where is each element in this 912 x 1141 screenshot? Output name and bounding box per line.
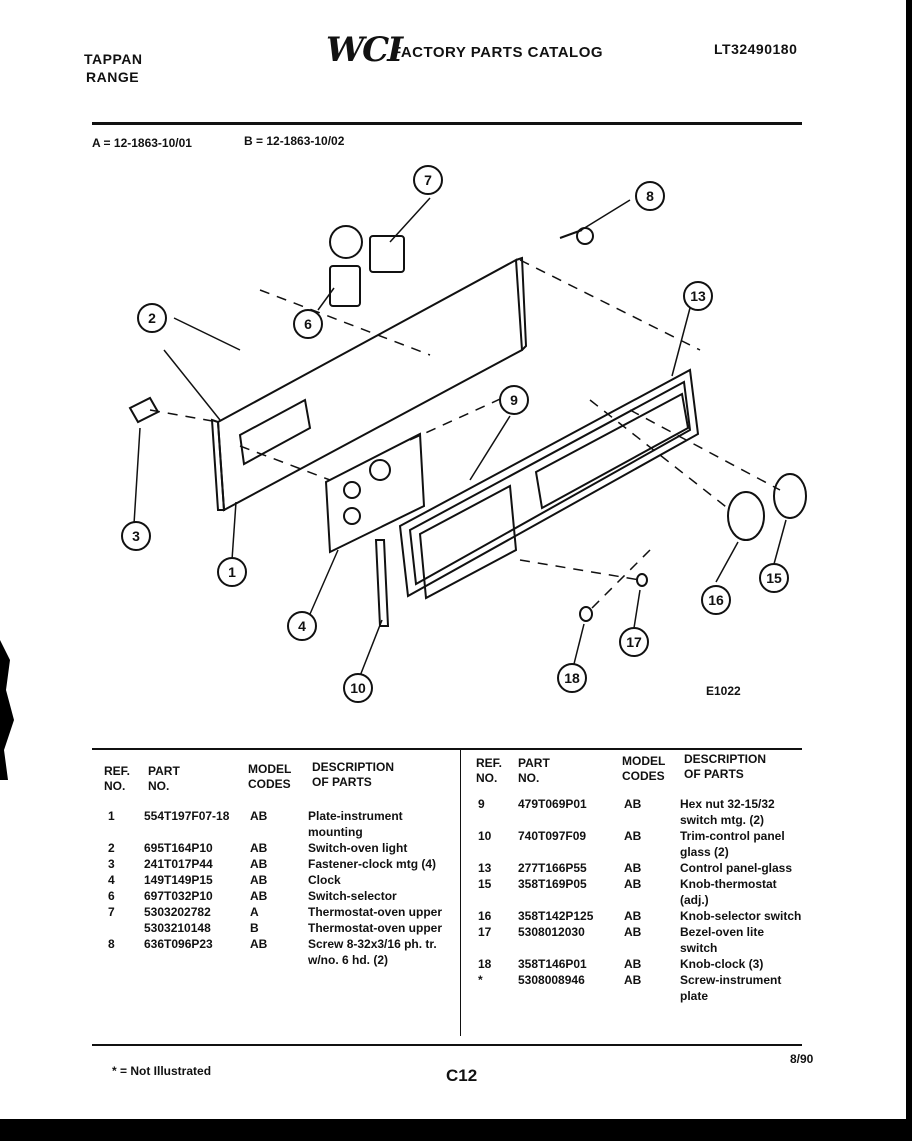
left-model-header: MODEL CODES (248, 762, 292, 791)
catalog-date: 8/90 (790, 1052, 814, 1066)
table-cell: 9 (478, 797, 485, 811)
table-cell: Fastener-clock mtg (4) (308, 857, 437, 871)
table-cell: 5308008946 (518, 973, 585, 987)
table-cell: AB (250, 873, 268, 887)
callout-1: 1 (228, 564, 236, 580)
table-cell: 8 (108, 937, 115, 951)
table-cell: 479T069P01 (518, 797, 587, 811)
table-cell: 695T164P10 (144, 841, 213, 855)
footer-rule (92, 1044, 802, 1046)
table-cell: Thermostat-oven upper (308, 921, 443, 935)
table-cell: Switch-oven light (308, 841, 408, 855)
selector-knob-shape (774, 474, 806, 518)
table-cell: 636T096P23 (144, 937, 213, 951)
table-cell: 277T166P55 (518, 861, 587, 875)
table-cell: AB (624, 877, 642, 891)
clock-shape (326, 434, 424, 552)
right-part-header: PART NO. (518, 756, 550, 785)
header-rule (92, 122, 802, 125)
callout-7: 7 (424, 172, 432, 188)
scan-border-bottom (0, 1119, 912, 1141)
table-cell: Trim-control panel glass (2) (680, 829, 785, 859)
callout-13: 13 (690, 288, 706, 304)
table-cell: 5308012030 (518, 925, 585, 939)
table-cell: Screw-instrument plate (680, 973, 782, 1003)
right-ref-header: REF. NO. (476, 756, 503, 785)
trim-strip-shape (376, 540, 388, 626)
table-cell: 697T032P10 (144, 889, 213, 903)
table-cell: AB (624, 909, 642, 923)
exploded-parts-diagram (90, 150, 810, 730)
table-cell: 13 (478, 861, 492, 875)
table-cell (108, 920, 144, 936)
right-parts-table (478, 796, 808, 1004)
wci-logo: WCI (326, 30, 402, 70)
callout-6: 6 (304, 316, 312, 332)
table-cell: 358T142P125 (518, 909, 594, 923)
table-cell: 5303210148 (144, 921, 211, 935)
table-cell: Plate-instrument mounting (308, 809, 403, 839)
table-cell: Hex nut 32-15/32 switch mtg. (2) (680, 797, 775, 827)
table-cell: Knob-thermostat (adj.) (680, 877, 777, 907)
brand-line-1: TAPPAN (84, 51, 143, 67)
table-cell: AB (624, 957, 642, 971)
callout-16: 16 (708, 592, 724, 608)
scan-edge-mark (0, 640, 16, 780)
left-ref-header: REF. NO. (104, 764, 131, 793)
table-cell: 16 (478, 909, 492, 923)
control-glass-shape (400, 370, 698, 596)
not-illustrated-legend: * = Not Illustrated (112, 1064, 212, 1078)
table-cell: AB (624, 797, 642, 811)
table-cell: 17 (478, 925, 492, 939)
table-cell: 358T146P01 (518, 957, 587, 971)
table-cell: Control panel-glass (680, 861, 793, 875)
table-row (108, 808, 456, 840)
model-a-label: A = 12-1863-10/01 (92, 136, 192, 150)
table-cell: AB (250, 857, 268, 871)
table-cell: 740T097F09 (518, 829, 587, 843)
left-desc-header: DESCRIPTION OF PARTS (312, 760, 395, 789)
table-cell: B (250, 921, 259, 935)
callout-15: 15 (766, 570, 782, 586)
figure-code: E1022 (706, 684, 741, 698)
table-cell: AB (250, 937, 268, 951)
left-parts-table (108, 808, 456, 968)
callout-2: 2 (148, 310, 156, 326)
table-cell: AB (624, 925, 642, 939)
table-rule-top (92, 748, 802, 750)
table-cell: * (478, 973, 483, 987)
callout-4: 4 (298, 618, 306, 634)
thermostat-shape (370, 236, 404, 272)
right-desc-header: DESCRIPTION OF PARTS (684, 752, 767, 781)
table-row (108, 872, 456, 888)
catalog-title: FACTORY PARTS CATALOG (392, 44, 604, 61)
table-cell: 149T149P15 (144, 873, 213, 887)
callout-9: 9 (510, 392, 518, 408)
table-cell: AB (250, 841, 268, 855)
callout-10: 10 (350, 680, 366, 696)
table-column-divider (460, 750, 461, 1036)
callout-17: 17 (626, 634, 642, 650)
model-b-label: B = 12-1863-10/02 (244, 134, 345, 148)
table-cell: 241T017P44 (144, 857, 213, 871)
table-row (108, 856, 456, 872)
table-row (478, 828, 808, 860)
table-cell: 358T169P05 (518, 877, 587, 891)
table-cell: AB (624, 861, 642, 875)
table-cell: 1 (108, 809, 115, 823)
oven-light-switch-shape (330, 266, 360, 306)
table-cell: AB (624, 973, 642, 987)
table-cell: 18 (478, 957, 492, 971)
table-row (108, 904, 456, 920)
thermostat-knob-shape (728, 492, 764, 540)
table-row (478, 972, 808, 1004)
catalog-number: LT32490180 (714, 41, 798, 57)
table-cell: AB (624, 829, 642, 843)
scan-border-right (906, 0, 912, 1141)
table-row (478, 924, 808, 956)
callout-8: 8 (646, 188, 654, 204)
left-part-header: PART NO. (148, 764, 180, 793)
table-cell: 15 (478, 877, 492, 891)
table-cell: A (250, 905, 259, 919)
table-cell: 2 (108, 841, 115, 855)
table-row (478, 860, 808, 876)
table-row (478, 908, 808, 924)
table-cell: Screw 8-32x3/16 ph. tr. w/no. 6 hd. (2) (308, 937, 437, 967)
table-cell: Knob-clock (3) (680, 957, 764, 971)
table-row (108, 920, 456, 936)
table-cell: 3 (108, 857, 115, 871)
table-cell: Thermostat-oven upper (308, 905, 443, 919)
table-cell: Clock (308, 873, 341, 887)
right-model-header: MODEL CODES (622, 754, 666, 783)
table-row (478, 796, 808, 828)
table-cell: 6 (108, 889, 115, 903)
table-cell: 10 (478, 829, 492, 843)
table-row (108, 840, 456, 856)
page-number: C12 (446, 1066, 478, 1085)
callout-18: 18 (564, 670, 580, 686)
callout-3: 3 (132, 528, 140, 544)
table-cell: Knob-selector switch (680, 909, 802, 923)
table-cell: 5303202782 (144, 905, 211, 919)
table-cell: Switch-selector (308, 889, 397, 903)
table-cell: 554T197F07-18 (144, 809, 230, 823)
table-row (478, 876, 808, 908)
table-cell: 4 (108, 873, 115, 887)
brand-line-2: RANGE (86, 69, 140, 85)
table-cell: Bezel-oven lite switch (680, 925, 765, 955)
table-row (108, 936, 456, 968)
table-cell: 7 (108, 905, 115, 919)
table-cell: AB (250, 889, 268, 903)
table-row (478, 956, 808, 972)
table-cell: AB (250, 809, 268, 823)
table-row (108, 888, 456, 904)
